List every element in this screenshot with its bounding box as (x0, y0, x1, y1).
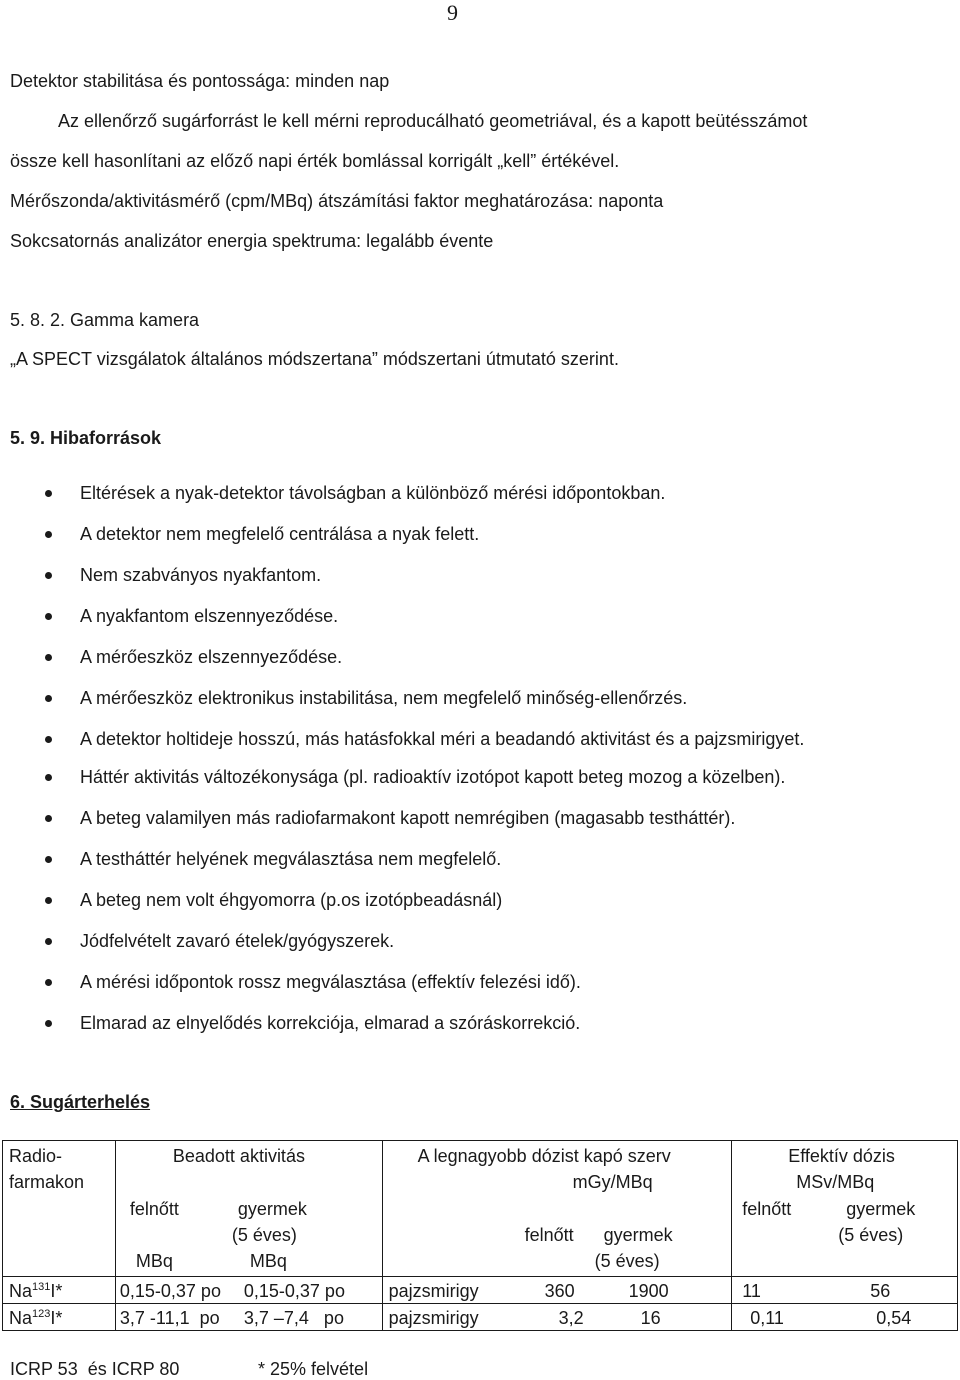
bullet-icon (45, 774, 52, 781)
footnote-uptake: * 25% felvétel (258, 1359, 369, 1379)
bullet-icon (45, 736, 52, 743)
table-row (3, 1304, 958, 1331)
bullet-icon (45, 815, 52, 822)
detector-para-line2: össze kell hasonlítani az előző napi érték bomlással korrigált „kell” értékével. (10, 151, 620, 171)
radiation-heading: 6. Sugárterhelés (10, 1092, 151, 1112)
list-item: A beteg nem volt éhgyomorra (p.os izotópbeadásnál) (0, 889, 960, 913)
cell-activity: 0,15-0,37 po 0,15-0,37 po (115, 1277, 382, 1304)
table-row (3, 1277, 958, 1304)
bullet-icon (45, 856, 52, 863)
list-item: Eltérések a nyak-detektor távolságban a különböző mérési időpontokban. (0, 482, 960, 506)
errors-heading: 5. 9. Hibaforrások (10, 428, 162, 448)
detector-line3: Mérőszonda/aktivitásmérő (cpm/MBq) átszámítási faktor meghatározása: naponta (10, 191, 664, 211)
bullet-icon (45, 490, 52, 497)
list-item: Elmarad az elnyelődés korrekciója, elmarad a szóráskorrekció. (0, 1012, 960, 1036)
list-item: A mérőeszköz elektronikus instabilitása, nem megfelelő minőség-ellenőrzés. (0, 687, 960, 711)
bullet-icon (45, 572, 52, 579)
cell-organ-dose: pajzsmirigy 360 1900 (382, 1277, 732, 1304)
bullet-icon (45, 897, 52, 904)
gamma-heading: 5. 8. 2. Gamma kamera (10, 310, 200, 330)
cell-organ-dose: pajzsmirigy 3,2 16 (382, 1304, 732, 1331)
list-item: Jódfelvételt zavaró ételek/gyógyszerek. (0, 930, 960, 954)
list-item: Nem szabványos nyakfantom. (0, 564, 960, 588)
detector-line4: Sokcsatornás analizátor energia spektruma: legalább évente (10, 231, 494, 251)
list-item: A nyakfantom elszennyeződése. (0, 605, 960, 629)
bullet-icon (45, 1020, 52, 1027)
dose-table (2, 1140, 958, 1331)
list-item: A mérőeszköz elszennyeződése. (0, 646, 960, 670)
header-effective-dose: Effektív dózis MSv/MBq felnőtt gyermek (5 éves) (732, 1141, 958, 1277)
gamma-text: „A SPECT vizsgálatok általános módszertana” módszertani útmutató szerint. (10, 349, 619, 369)
table-header-row (3, 1141, 958, 1277)
bullet-icon (45, 654, 52, 661)
cell-effective-dose: 11 56 (732, 1277, 958, 1304)
bullet-icon (45, 695, 52, 702)
cell-activity: 3,7 -11,1 po 3,7 –7,4 po (115, 1304, 382, 1331)
list-item: A testháttér helyének megválasztása nem megfelelő. (0, 848, 960, 872)
list-item: A mérési időpontok rossz megválasztása (effektív felezési idő). (0, 971, 960, 995)
bullet-icon (45, 979, 52, 986)
list-item: A beteg valamilyen más radiofarmakont kapott nemrégiben (magasabb testháttér). (0, 807, 960, 831)
cell-effective-dose: 0,11 0,54 (732, 1304, 958, 1331)
header-administered-activity: Beadott aktivitás felnőtt gyermek (5 éves) MBq MBq (115, 1141, 382, 1277)
footnote-reference: ICRP 53 és ICRP 80 (10, 1359, 180, 1379)
list-item: A detektor nem megfelelő centrálása a nyak felett. (0, 523, 960, 547)
header-radiopharmaceutical: Radio- farmakon (3, 1141, 116, 1277)
bullet-icon (45, 938, 52, 945)
bullet-icon (45, 613, 52, 620)
bullet-icon (45, 531, 52, 538)
list-item: Háttér aktivitás változékonysága (pl. radioaktív izotópot kapott beteg mozog a közelben). (0, 766, 960, 790)
cell-pharmaceutical: Na$^{123}$I* (3, 1304, 116, 1331)
detector-heading: Detektor stabilitása és pontossága: minden nap (10, 71, 390, 91)
detector-para-line1: Az ellenőrző sugárforrást le kell mérni reproducálható geometriával, és a kapott beütésszámot (58, 111, 808, 131)
page-number: 9 (447, 0, 458, 25)
header-critical-organ: A legnagyobb dózist kapó szerv mGy/MBq felnőtt gyermek (5 éves) (382, 1141, 732, 1277)
list-item: A detektor holtideje hosszú, más hatásfokkal méri a beadandó aktivitást és a pajzsmirigyet. (0, 728, 960, 752)
cell-pharmaceutical: Na$^{131}$I* (3, 1277, 116, 1304)
